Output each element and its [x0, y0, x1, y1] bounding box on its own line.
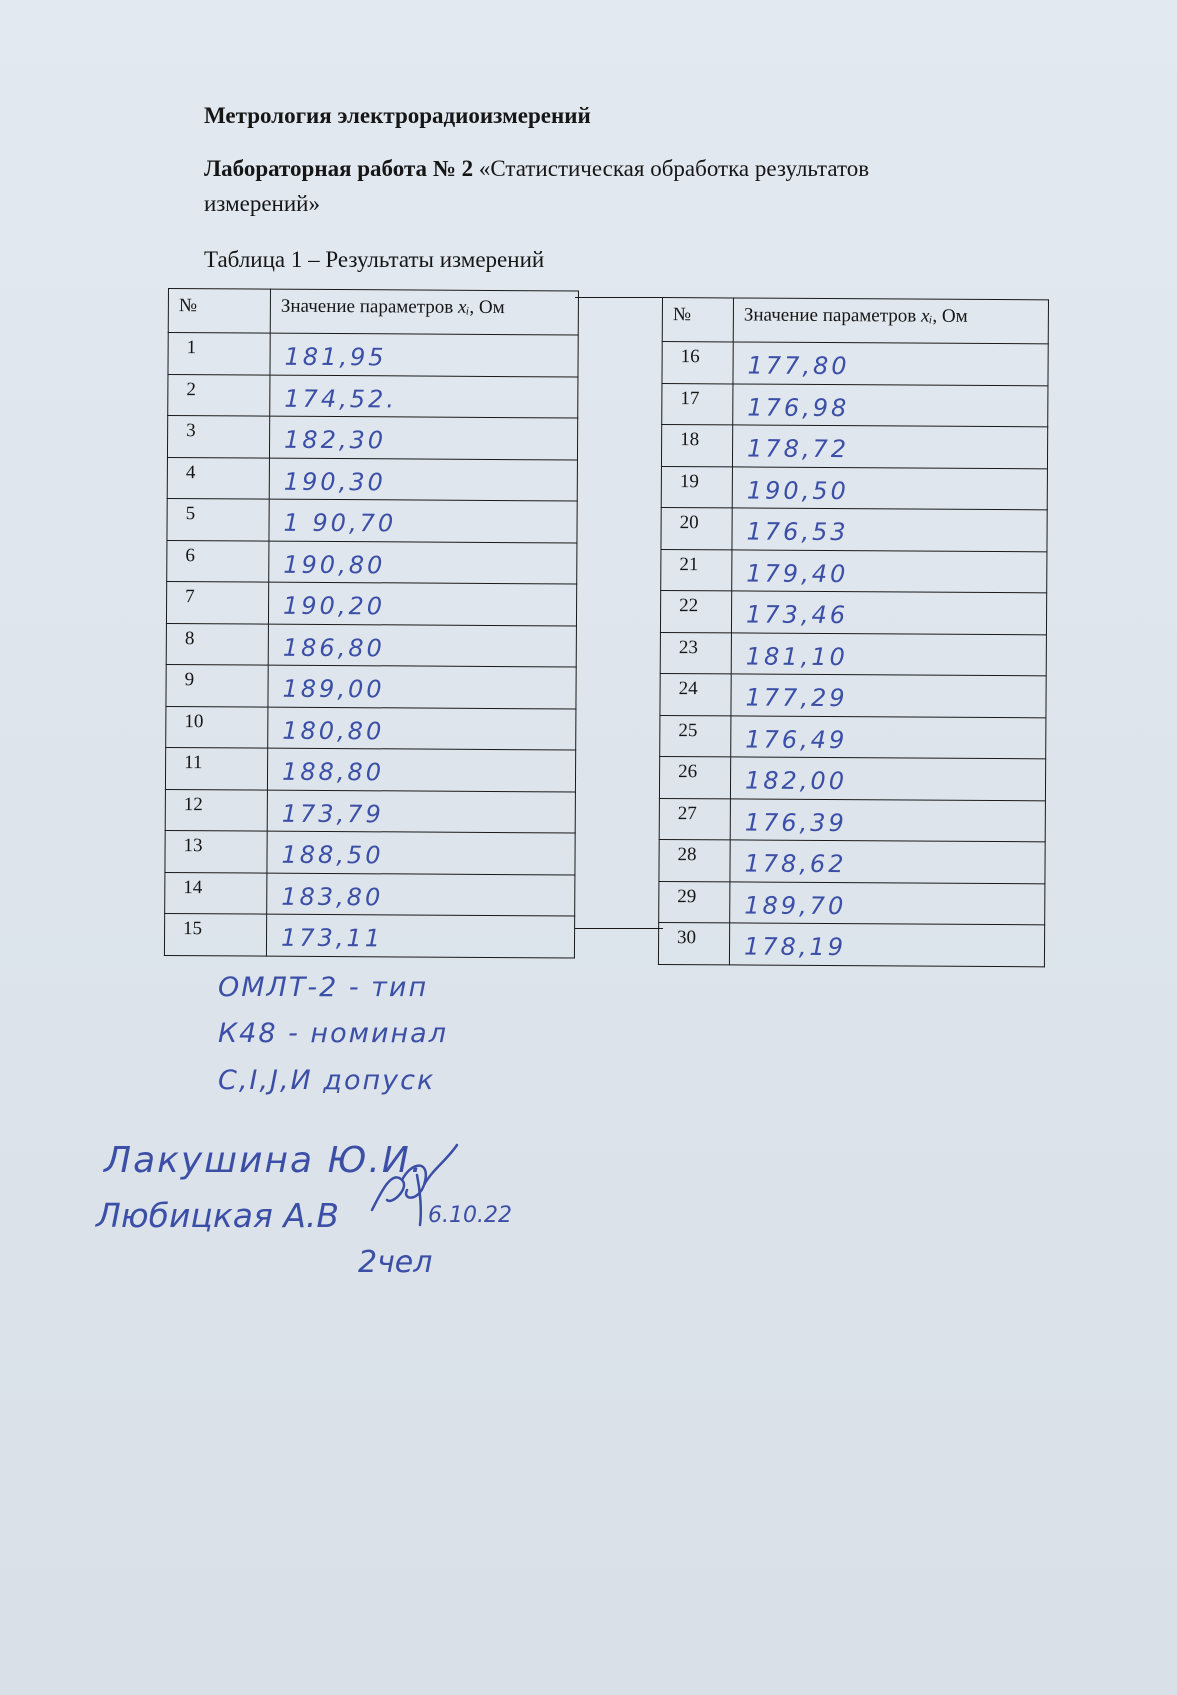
row-value: 176,49 — [731, 715, 1046, 758]
row-number: 19 — [661, 466, 732, 508]
row-value: 173,46 — [731, 591, 1046, 634]
row-number: 7 — [166, 581, 268, 623]
table-header-row — [662, 298, 1048, 344]
student-name-2: Любицкая А.В — [96, 1196, 340, 1235]
table-row — [165, 830, 575, 874]
row-value: 176,98 — [733, 383, 1048, 426]
row-number: 9 — [166, 664, 268, 706]
row-number: 3 — [167, 416, 269, 458]
row-value: 181,10 — [731, 632, 1046, 675]
row-number: 10 — [166, 706, 268, 748]
header-number: № — [168, 289, 270, 334]
row-number: 29 — [659, 881, 730, 923]
row-number: 26 — [659, 756, 730, 798]
row-value: 179,40 — [732, 549, 1047, 592]
table-row — [166, 581, 576, 625]
table-row — [165, 789, 575, 833]
table-gap — [575, 297, 663, 929]
row-number: 20 — [661, 507, 732, 549]
row-number: 22 — [660, 590, 731, 632]
header-value-var: xᵢ — [457, 296, 470, 318]
row-value: 190,30 — [269, 458, 577, 501]
table-row — [660, 673, 1046, 717]
row-value: 173,79 — [267, 790, 575, 833]
row-value: 176,39 — [730, 798, 1045, 841]
table-row — [661, 507, 1047, 551]
row-value: 178,19 — [729, 923, 1044, 966]
table-row — [167, 498, 577, 542]
measurements-table-right — [658, 297, 1049, 967]
row-value: 182,30 — [269, 416, 577, 459]
table-row — [661, 466, 1047, 510]
note-resistor-type: ОМЛТ-2 - тип — [218, 972, 429, 1003]
row-number: 5 — [167, 498, 269, 540]
row-number: 14 — [165, 872, 267, 914]
table-row — [659, 881, 1045, 925]
table-row — [166, 664, 576, 708]
table-row — [168, 333, 578, 377]
table-row — [167, 416, 577, 460]
signature-grade: 2чел — [358, 1245, 433, 1280]
row-number: 2 — [168, 374, 270, 416]
header-value — [733, 298, 1048, 344]
row-number: 25 — [660, 715, 731, 757]
row-number: 21 — [661, 549, 732, 591]
lab-title — [204, 155, 869, 183]
table-row — [661, 425, 1047, 469]
note-resistor-nominal: К48 - номинал — [218, 1018, 448, 1049]
table-row — [660, 590, 1046, 634]
row-number: 4 — [167, 457, 269, 499]
table-row — [660, 715, 1046, 759]
table-row — [166, 623, 576, 667]
header-value — [270, 289, 578, 335]
table-row — [164, 913, 574, 957]
table-row — [661, 549, 1047, 593]
table-row — [165, 872, 575, 916]
row-value: 190,50 — [732, 466, 1047, 509]
row-number: 17 — [662, 383, 733, 425]
row-value: 178,72 — [732, 425, 1047, 468]
student-name-1: Лакушина Ю.И. — [104, 1140, 425, 1181]
row-number: 8 — [166, 623, 268, 665]
row-value: 1 90,70 — [269, 499, 577, 542]
table-row — [659, 756, 1045, 800]
row-value: 188,80 — [267, 748, 575, 791]
table-row — [662, 383, 1048, 427]
table-row — [660, 632, 1046, 676]
row-number: 24 — [660, 673, 731, 715]
row-value: 180,80 — [268, 707, 576, 750]
row-value: 178,62 — [730, 840, 1045, 883]
row-number: 30 — [658, 922, 729, 964]
row-value: 190,80 — [269, 541, 577, 584]
row-value: 181,95 — [270, 333, 578, 376]
subject-title: Метрология электрорадиоизмерений — [204, 103, 591, 128]
header-value-unit: , Ом — [932, 305, 968, 327]
row-value: 176,53 — [732, 508, 1047, 551]
header-value-var: xᵢ — [920, 305, 933, 327]
row-number: 6 — [167, 540, 269, 582]
row-value: 174,52. — [270, 375, 578, 418]
row-value: 189,70 — [730, 881, 1045, 924]
note-resistor-tolerance: С,I,J,И допуск — [218, 1065, 436, 1096]
table-row — [659, 839, 1045, 883]
row-value: 189,00 — [268, 665, 576, 708]
measurements-table-left — [164, 288, 579, 958]
table-row — [168, 374, 578, 418]
row-value: 183,80 — [267, 873, 575, 916]
lab-title-part1: «Статистическая обработка результатов — [478, 156, 870, 181]
row-value: 188,50 — [267, 831, 575, 874]
table-row — [658, 922, 1044, 966]
table-row — [165, 747, 575, 791]
row-number: 13 — [165, 830, 267, 872]
header-value-label: Значение параметров — [280, 295, 454, 318]
row-value: 177,80 — [733, 342, 1048, 385]
lab-title-part2: измерений» — [204, 191, 320, 216]
table-row — [167, 457, 577, 501]
header-value-unit: , Ом — [469, 296, 505, 319]
table-row — [659, 798, 1045, 842]
row-number: 16 — [662, 342, 733, 384]
row-number: 28 — [659, 839, 730, 881]
signature-date: 6.10.22 — [428, 1203, 512, 1228]
table-row — [167, 540, 577, 584]
row-value: 186,80 — [268, 624, 576, 667]
row-value: 173,11 — [266, 914, 574, 957]
table-caption: Таблица 1 – Результаты измерений — [204, 247, 545, 272]
row-value: 177,29 — [731, 674, 1046, 717]
row-number: 12 — [165, 789, 267, 831]
row-number: 1 — [168, 333, 270, 375]
row-value: 190,20 — [268, 582, 576, 625]
lab-number: Лабораторная работа № 2 — [204, 156, 474, 181]
row-number: 11 — [165, 747, 267, 789]
row-number: 27 — [659, 798, 730, 840]
row-number: 18 — [661, 425, 732, 467]
row-value: 182,00 — [730, 757, 1045, 800]
header-value-label: Значение параметров — [743, 304, 917, 327]
table-row — [662, 342, 1048, 386]
header-number: № — [662, 298, 733, 342]
row-number: 15 — [164, 913, 266, 955]
table-row — [166, 706, 576, 750]
table-header-row — [168, 289, 578, 336]
row-number: 23 — [660, 632, 731, 674]
